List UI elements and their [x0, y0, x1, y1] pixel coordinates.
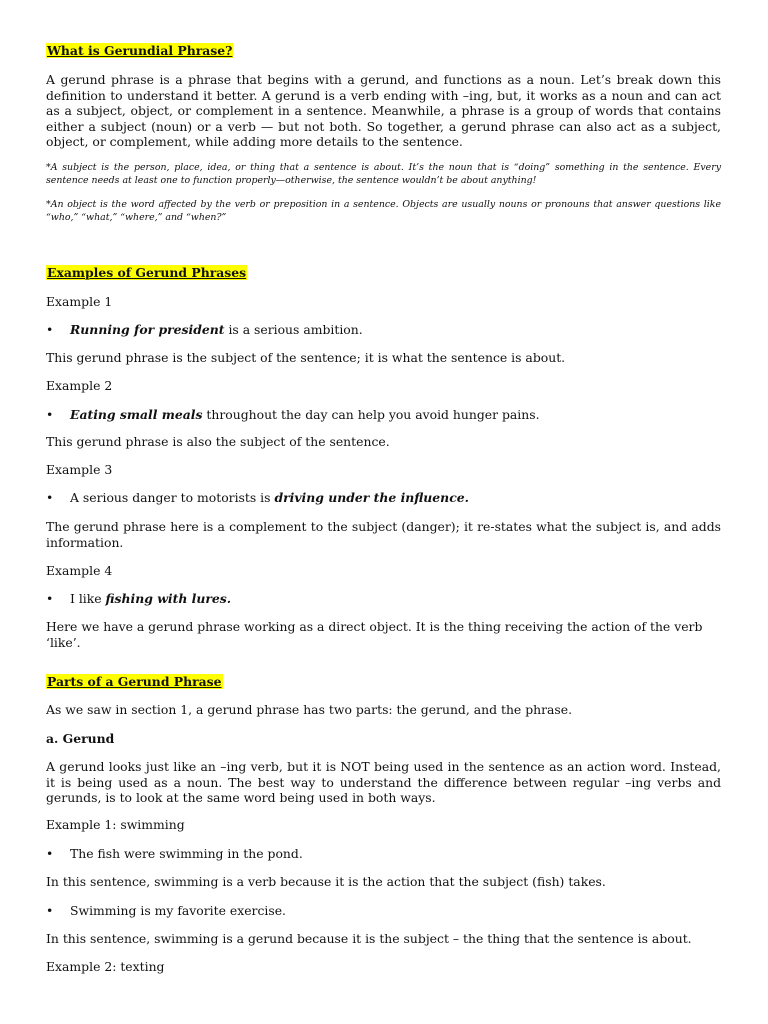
bullet-icon: •	[46, 490, 54, 505]
text-run: A serious danger to motorists is	[70, 490, 275, 505]
example-explanation: In this sentence, swimming is a verb because it is the action that the subject (fish) takes.	[46, 874, 606, 889]
subheading-gerund: a. Gerund	[46, 731, 115, 746]
example-sentence	[70, 407, 540, 423]
example-explanation: This gerund phrase is also the subject of the sentence.	[46, 434, 390, 449]
bullet-icon: •	[46, 846, 54, 861]
text-run: So together, a gerund phrase can also act as a subject, object, or complement, while adding more details to the sentence.	[46, 118, 721, 150]
bullet-icon: •	[46, 903, 54, 918]
example-label: Example 3	[46, 462, 113, 477]
text-run: is a serious ambition.	[224, 322, 363, 337]
example-label: Example 2: texting	[46, 959, 165, 974]
footnote-object: *An object is the word affected by the verb or preposition in a sentence. Objects are usually nouns or pronouns that answer questions like “who,” “what,” “where,” and “when?”	[46, 199, 721, 223]
example-label: Example 1: swimming	[46, 817, 185, 832]
example-explanation: The gerund phrase here is a complement to the subject (danger); it re-states what the subject is, and adds information.	[46, 519, 721, 550]
example-label: Example 4	[46, 563, 113, 578]
section-heading-parts	[46, 674, 721, 690]
emphasized-text: driving under the influence.	[274, 490, 469, 505]
gerund-paragraph: A gerund looks just like an –ing verb, but it is NOT being used in the sentence as an action word. Instead, it is being used as a noun. The best way to understand the difference between regular –ing verbs and gerunds, is to look at the same word being used in both ways.	[46, 759, 721, 806]
heading-highlight: Parts of a Gerund Phrase	[47, 674, 222, 689]
example-label: Example 2	[46, 378, 113, 393]
example-sentence	[70, 322, 363, 338]
bullet-icon: •	[46, 322, 54, 337]
bullet-icon: •	[46, 407, 54, 422]
section-heading-what-is	[46, 43, 721, 59]
parts-intro: As we saw in section 1, a gerund phrase has two parts: the gerund, and the phrase.	[46, 702, 573, 717]
text-run: Meanwhile, a phrase is a	[366, 103, 537, 119]
example-explanation: This gerund phrase is the subject of the sentence; it is what the sentence is about.	[46, 350, 566, 365]
definition-paragraph	[46, 72, 721, 150]
text-run: throughout the day can help you avoid hunger pains.	[202, 407, 540, 422]
emphasized-text: Running for president	[70, 322, 225, 337]
example-label: Example 1	[46, 294, 113, 309]
emphasized-text: Eating small meals	[70, 407, 203, 422]
text-run: Let’s break down this definition to understand it better. A gerund is a	[46, 72, 721, 103]
example-sentence	[70, 490, 469, 506]
example-explanation: In this sentence, swimming is a gerund because it is the subject – the thing that the sentence is about.	[46, 931, 692, 946]
section-heading-examples	[46, 265, 721, 281]
emphasized-text: A gerund phrase is a phrase that begins with a gerund, and functions as a noun.	[46, 72, 575, 87]
emphasized-text: fishing with lures.	[105, 591, 232, 606]
heading-highlight: Examples of Gerund Phrases	[47, 265, 247, 280]
text-run: I like	[70, 591, 106, 606]
example-sentence: Swimming is my favorite exercise.	[70, 903, 286, 918]
emphasized-text: group of words that contains either a subject (noun) or a verb — but not both.	[46, 103, 721, 134]
footnote-subject: *A subject is the person, place, idea, or thing that a sentence is about. It’s the noun that is “doing” something in the sentence. Every sentence needs at least one to function properly—otherwise, the sentence wouldn’t be about anything!	[46, 162, 721, 186]
example-explanation: Here we have a gerund phrase working as a direct object. It is the thing receiving the action of the verb ‘like’.	[46, 619, 703, 650]
bullet-icon: •	[46, 591, 54, 606]
heading-highlight: What is Gerundial Phrase?	[47, 43, 233, 58]
example-sentence	[70, 591, 231, 607]
example-sentence: The fish were swimming in the pond.	[70, 846, 303, 861]
emphasized-text: verb ending with –ing, but, it works as a noun and can act as a subject, object, or complement in a sentence.	[46, 87, 721, 119]
